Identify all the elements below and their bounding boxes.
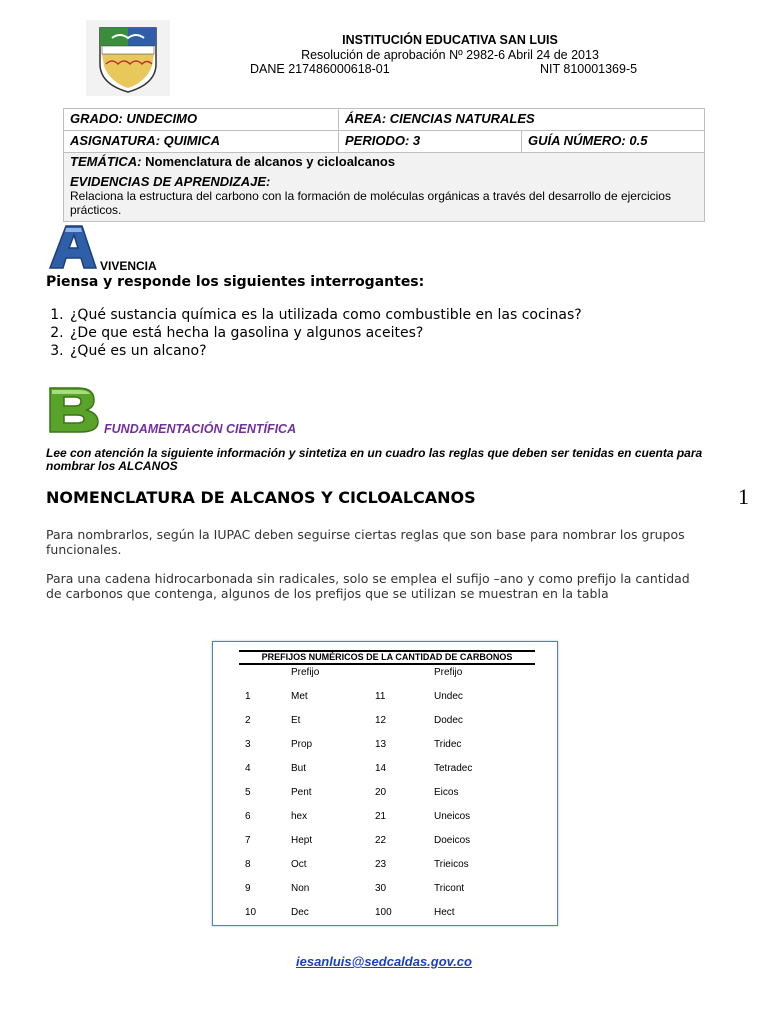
carbon-count: 6: [245, 811, 251, 822]
tematica-label: TEMÁTICA:: [70, 154, 142, 169]
prefix-name: Non: [291, 883, 310, 894]
prefix-name: Eicos: [434, 787, 459, 798]
prefix-name: Trieicos: [434, 859, 469, 870]
prefix-name: Dec: [291, 907, 309, 918]
prefix-name: Doeicos: [434, 835, 471, 846]
evidencias-label: EVIDENCIAS DE APRENDIZAJE:: [70, 174, 271, 189]
prefix-name: Dodec: [434, 715, 463, 726]
prefix-name: Tetradec: [434, 763, 473, 774]
prefix-column-header: Prefijo: [434, 667, 463, 678]
paragraph-iupac: Para nombrarlos, según la IUPAC deben seguirse ciertas reglas que son base para nombrar los grupos funcionales.: [46, 527, 685, 557]
table-row: [213, 787, 557, 801]
carbon-count: 21: [375, 811, 387, 822]
table-row: [213, 763, 557, 777]
prefix-name: Oct: [291, 859, 307, 870]
question-item: 2. ¿De que está hecha la gasolina y algunos aceites?: [68, 324, 582, 342]
prefix-name: Prop: [291, 739, 313, 750]
prefix-column-header: Prefijo: [291, 667, 320, 678]
carbon-count: 5: [245, 787, 251, 798]
table-row: [213, 691, 557, 705]
prefix-name: Uneicos: [434, 811, 471, 822]
prefix-name: Undec: [434, 691, 463, 702]
letter-a-graphic: [44, 222, 100, 272]
prefix-name: hex: [291, 811, 308, 822]
prefix-name: But: [291, 763, 307, 774]
carbon-count: 100: [375, 907, 392, 918]
school-email-link[interactable]: iesanluis@sedcaldas.gov.co: [296, 954, 472, 969]
dane-code: DANE 217486000618-01: [250, 62, 390, 76]
carbon-count: 23: [375, 859, 387, 870]
carbon-count: 1: [245, 691, 251, 702]
carbon-count: 11: [375, 691, 386, 702]
table-row: [213, 883, 557, 897]
resolution-line: Resolución de aprobación Nº 2982-6 Abril 24 de 2013: [301, 48, 599, 62]
page-number: 1: [738, 484, 749, 509]
paragraph-prefijos: Para una cadena hidrocarbonada sin radicales, solo se emplea el sufijo –ano y como prefijo la cantidad de carbonos que contenga, algunos de los prefijos que se utilizan se muestran en la tabla: [46, 571, 690, 601]
institution-name: INSTITUCIÓN EDUCATIVA SAN LUIS: [342, 33, 558, 47]
vivencia-label: VIVENCIA: [100, 259, 157, 273]
nit-code: NIT 810001369-5: [540, 62, 638, 76]
table-row: [213, 907, 557, 921]
carbon-count: 3: [245, 739, 251, 750]
asignatura-cell: ASIGNATURA: QUIMICA: [64, 131, 339, 153]
carbon-count: 7: [245, 835, 251, 846]
letter-b-graphic: [44, 384, 102, 436]
question-item: 3. ¿Qué es un alcano?: [68, 342, 582, 360]
question-list: [46, 306, 582, 360]
table-row: [213, 835, 557, 849]
table-row: [213, 739, 557, 753]
carbon-count: 2: [245, 715, 251, 726]
table-row: [213, 715, 557, 729]
carbon-count: 4: [245, 763, 251, 774]
prefix-name: Tricont: [434, 883, 465, 894]
carbon-count: 30: [375, 883, 387, 894]
tematica-value: Nomenclatura de alcanos y cicloalcanos: [141, 154, 396, 169]
carbon-count: 13: [375, 739, 387, 750]
guide-info-table: [63, 108, 705, 222]
question-item: 1. ¿Qué sustancia química es la utilizada como combustible en las cocinas?: [68, 306, 582, 324]
carbon-count: 22: [375, 835, 387, 846]
evidencias-text: Relaciona la estructura del carbono con la formación de moléculas orgánicas a través del desarrollo de ejercicios prácticos.: [70, 189, 671, 217]
tematica-cell: [64, 153, 705, 222]
section-heading: NOMENCLATURA DE ALCANOS Y CICLOALCANOS: [46, 488, 476, 507]
area-cell: ÁREA: CIENCIAS NATURALES: [339, 109, 705, 131]
prefix-name: Pent: [291, 787, 312, 798]
carbon-count: 20: [375, 787, 387, 798]
carbon-count: 14: [375, 763, 387, 774]
prefix-name: Hect: [434, 907, 455, 918]
periodo-cell: PERIODO: 3: [339, 131, 522, 153]
table-row: [213, 811, 557, 825]
vivencia-prompt: Piensa y responde los siguientes interrogantes:: [46, 274, 425, 290]
school-crest-logo: [86, 20, 170, 96]
carbon-count: 12: [375, 715, 387, 726]
fundamentacion-label: FUNDAMENTACIÓN CIENTÍFICA: [104, 422, 297, 436]
prefix-name: Et: [291, 715, 301, 726]
prefix-name: Hept: [291, 835, 313, 846]
prefix-table-title: PREFIJOS NUMÉRICOS DE LA CANTIDAD DE CARBONOS: [239, 650, 535, 665]
carbon-count: 8: [245, 859, 251, 870]
carbon-count: 10: [245, 907, 257, 918]
guia-cell: GUÍA NÚMERO: 0.5: [522, 131, 705, 153]
table-row: [213, 859, 557, 873]
carbon-count: 9: [245, 883, 251, 894]
grado-cell: GRADO: UNDECIMO: [64, 109, 339, 131]
prefix-name: Met: [291, 691, 308, 702]
prefix-table: [212, 641, 558, 926]
fundamentacion-instruction: Lee con atención la siguiente información y sintetiza en un cuadro las reglas que deben ser tenidas en cuenta para nombrar los ALCANOS: [46, 446, 703, 473]
prefix-name: Tridec: [434, 739, 462, 750]
